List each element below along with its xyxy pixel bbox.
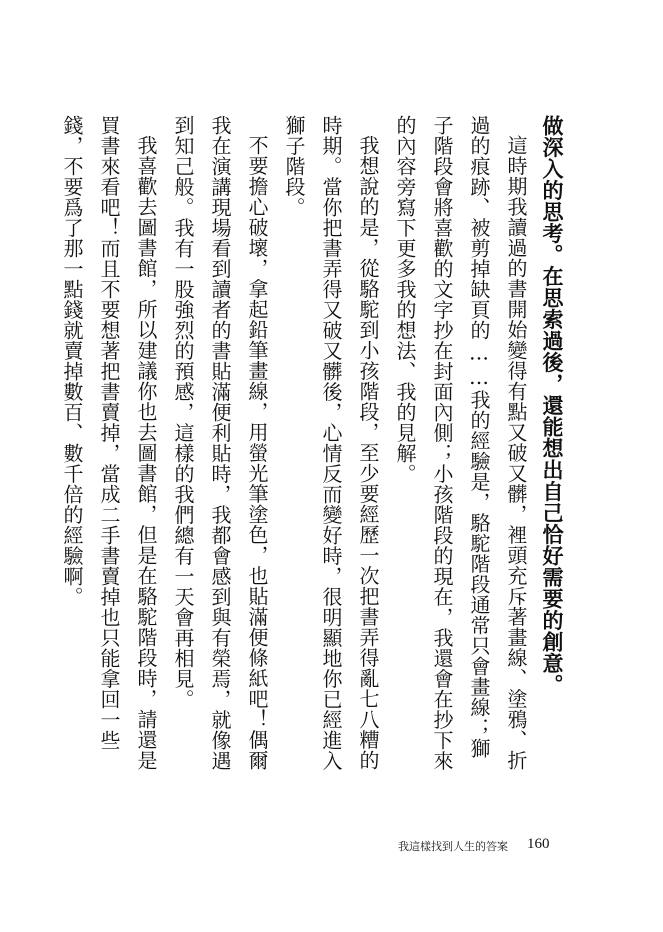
body-text <box>60 115 571 775</box>
paragraph-1: 做深入的思考。在思索過後，還能想出自己恰好需要的創意。 <box>540 115 565 696</box>
paragraph-3: 我想說的是，從駱駝到小孩階段，至少要經歷一次把書弄得亂七八糟的時期。當你把書弄得又破又髒後，心情反而變好時，很明顯地你已經進入獅子階段。 <box>282 115 380 771</box>
running-title: 我這樣找到人生的答案 <box>398 840 508 853</box>
paragraph-4: 不要擔心破壞，拿起鉛筆畫線，用螢光筆塗色，也貼滿便條紙吧！偶爾我在演講現場看到讀者的書貼滿便利貼時，我都會感到與有榮焉，就像遇到知己般。我有一股強烈的預感，這樣的我們總有一天會再相見。 <box>171 115 269 771</box>
paragraph-2: 這時期我讀過的書開始變得有點又破又髒，裡頭充斥著畫線、塗鴉、折過的痕跡、被剪掉缺頁的……我的經驗是，駱駝階段通常只會畫線；獅子階段會將喜歡的文字抄在封面內側；小孩階段的現在，我還會在抄下來的內容旁寫下更多我的想法、我的見解。 <box>393 115 528 771</box>
page-footer <box>0 836 663 860</box>
paragraph-5: 我喜歡去圖書館，所以建議你也去圖書館，但是在駱駝階段時，請還是買書來看吧！而且不要想著把書賣掉，當成二手書賣掉也只能拿回一些錢，不要爲了那一點錢就賣掉數百、數千倍的經驗啊。 <box>60 115 158 771</box>
page-number: 160 <box>527 836 550 852</box>
